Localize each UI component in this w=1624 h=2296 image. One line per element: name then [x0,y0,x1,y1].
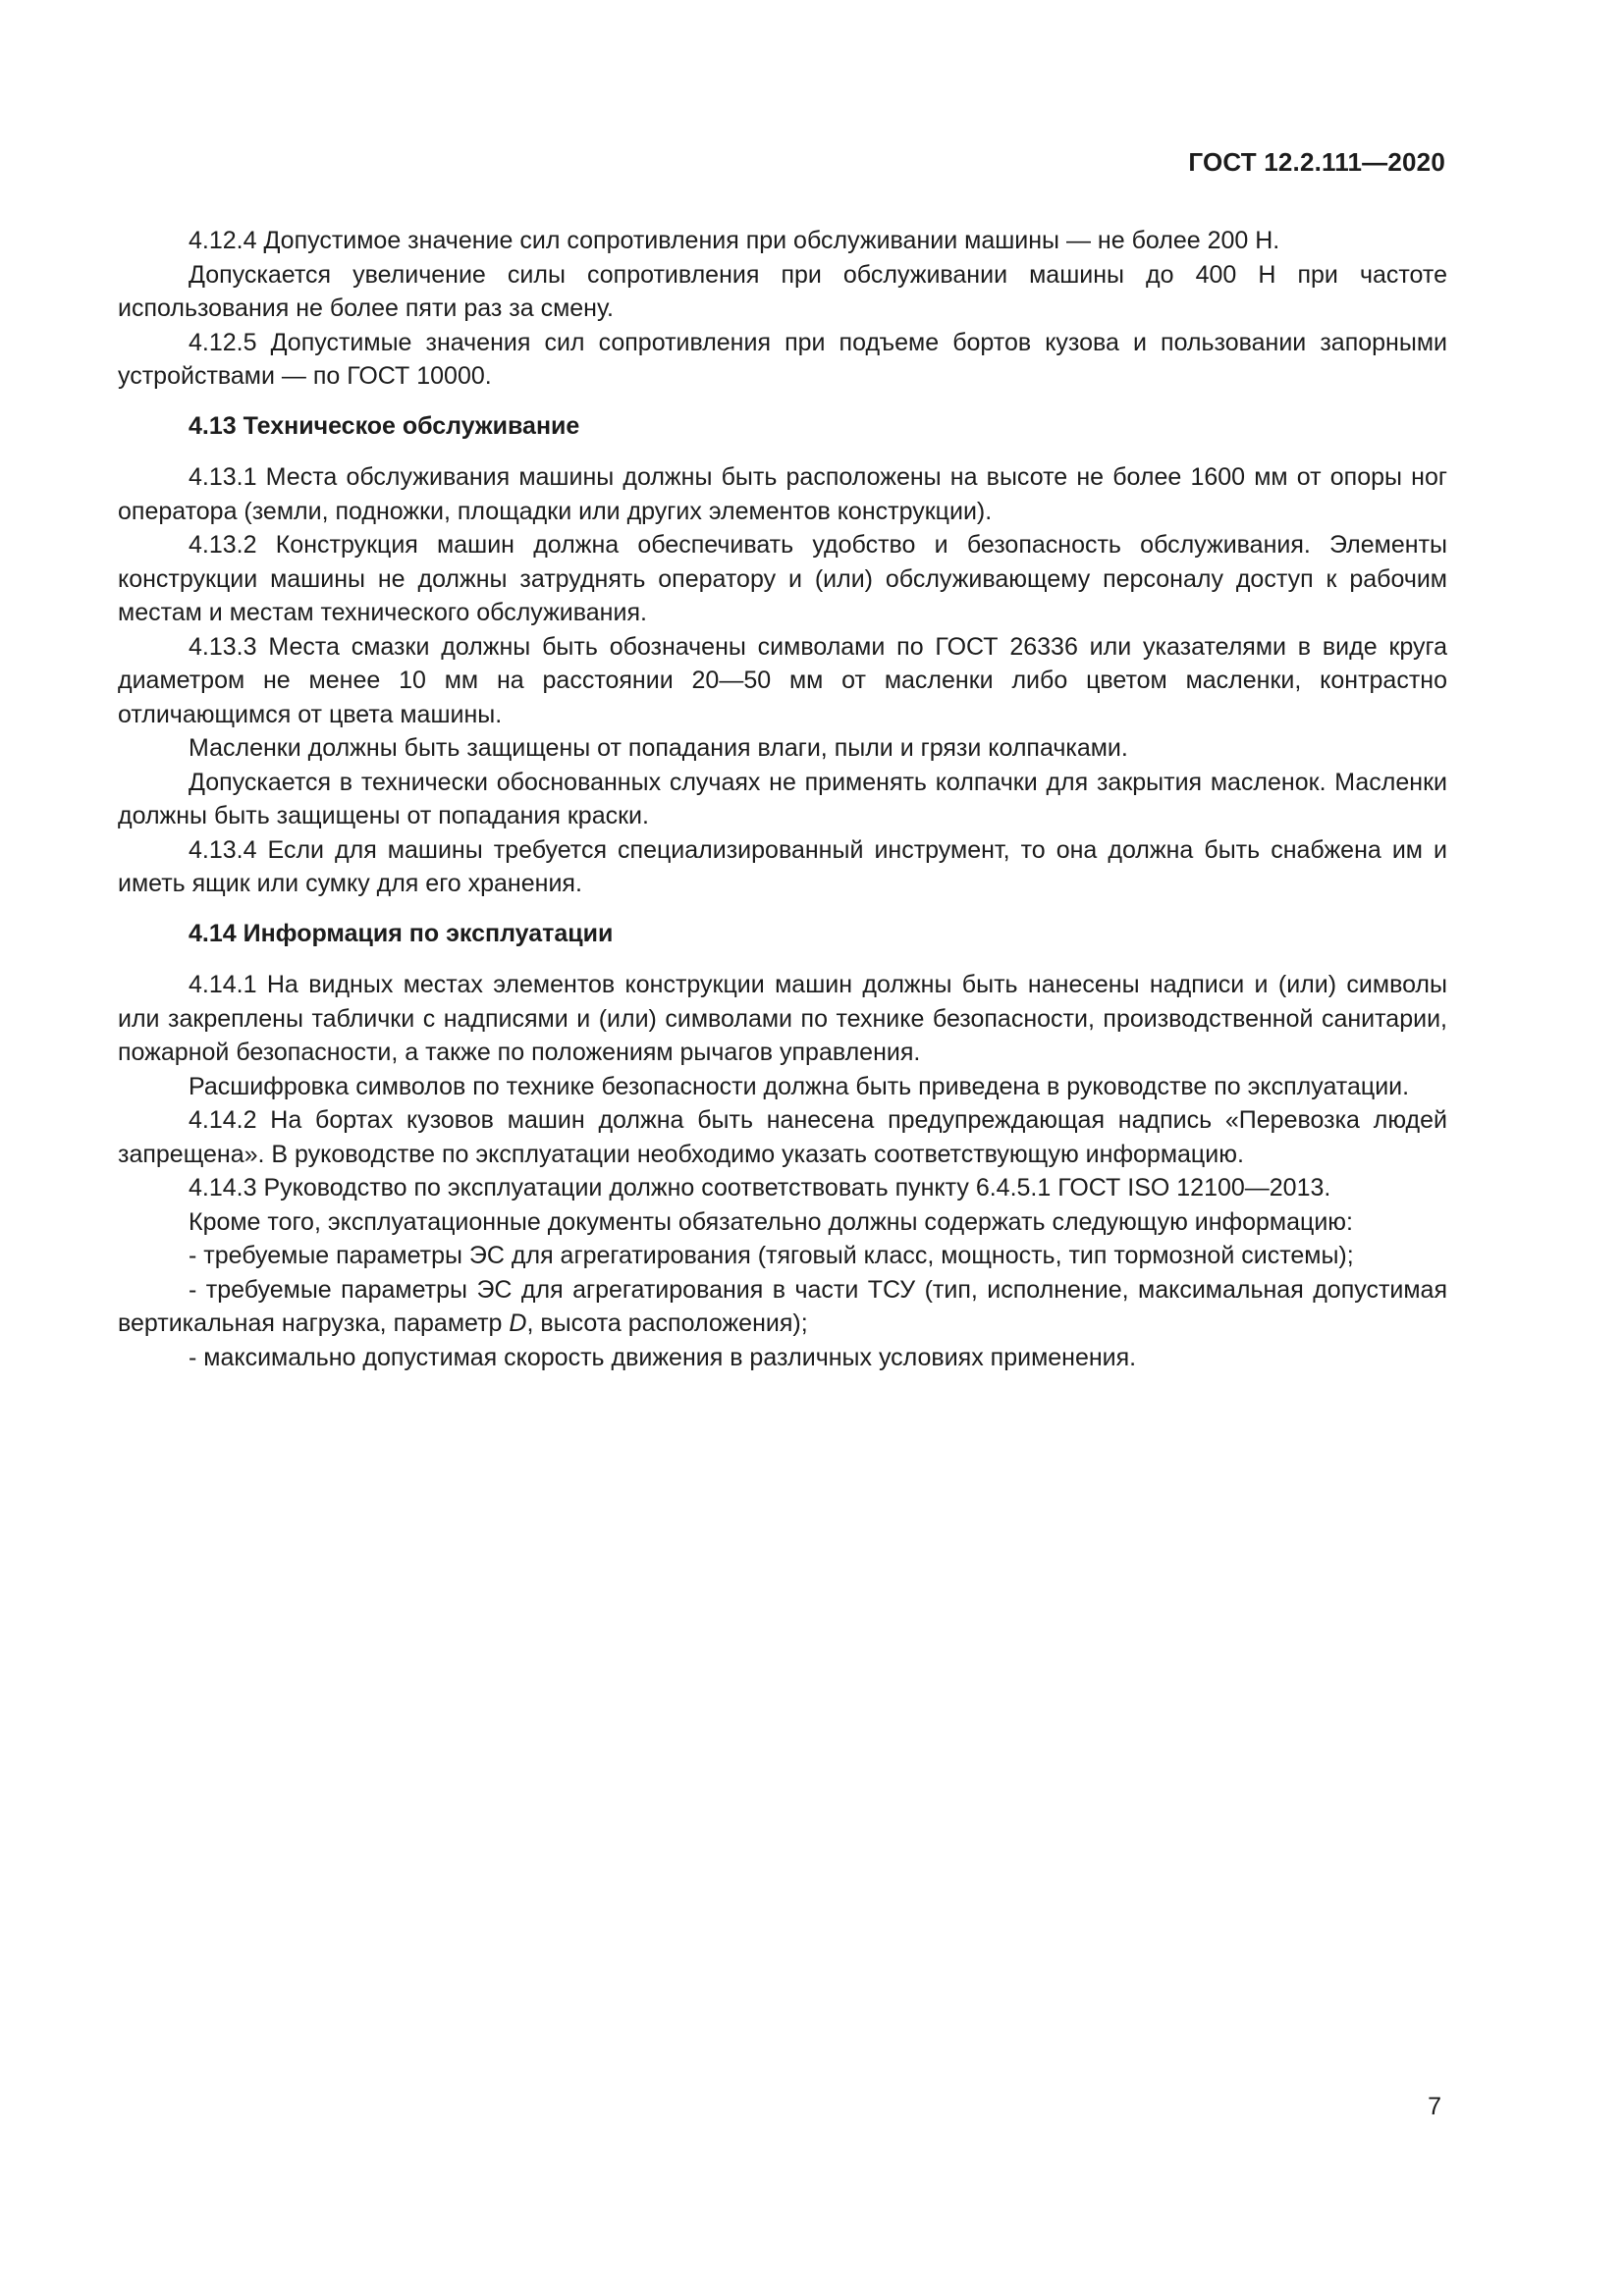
paragraph-4-13-1: 4.13.1 Места обслуживания машины должны быть расположены на высоте не более 1600 мм от опоры ног оператора (земли, подножки, площадки или других элементов конструкции). [118,463,1447,525]
paragraph-4-14-2: 4.14.2 На бортах кузовов машин должна быть нанесена предупреждающая надпись «Перевозка людей запрещена». В руководстве по эксплуатации необходимо указать соответствующую информацию. [118,1106,1447,1168]
document-body [118,224,1447,1374]
paragraph-4-13-4: 4.13.4 Если для машины требуется специализированный инструмент, то она должна быть снабжена им и иметь ящик или сумку для его хранения. [118,835,1447,897]
paragraph-4-14-3-intro: Кроме того, эксплуатационные документы обязательно должны содержать следующую информацию: [189,1207,1353,1236]
list-item-tsu-params: - требуемые параметры ЭС для агрегатирования в части ТСУ (тип, исполнение, максимальная допустимая вертикальная нагрузка, параметр D, высота расположения); [118,1275,1447,1337]
document-code-header: ГОСТ 12.2.111—2020 [1188,147,1445,177]
list-item-traction-params: - требуемые параметры ЭС для агрегатирования (тяговый класс, мощность, тип тормозной системы); [189,1242,1354,1269]
section-heading-4-14: 4.14 Информация по эксплуатации [189,919,614,947]
paragraph-4-12-4: 4.12.4 Допустимое значение сил сопротивления при обслуживании машины — не более 200 Н. [189,227,1280,254]
paragraph-4-14-1-symbols: Расшифровка символов по технике безопасности должна быть приведена в руководстве по эксплуатации. [189,1072,1410,1100]
list-item-max-speed: - максимально допустимая скорость движения в различных условиях применения. [189,1343,1137,1371]
paragraph-4-14-1: 4.14.1 На видных местах элементов конструкции машин должны быть нанесены надписи и (или) символы или закреплены таблички с надписями и (или) символами по технике безопасности, производственной санитарии, пожарной безопасности, а также по положениям рычагов управления. [118,971,1447,1066]
page-number: 7 [1428,2093,1441,2120]
paragraph-4-13-3-paint: Допускается в технически обоснованных случаях не применять колпачки для закрытия масленок. Масленки должны быть защищены от попадания краски. [118,768,1447,829]
paragraph-4-12-4-note: Допускается увеличение силы сопротивления при обслуживании машины до 400 Н при частоте использования не более пяти раз за смену. [118,260,1447,322]
section-heading-4-13: 4.13 Техническое обслуживание [189,411,580,440]
paragraph-4-13-2: 4.13.2 Конструкция машин должна обеспечивать удобство и безопасность обслуживания. Элементы конструкции машины не должны затруднять оператору и (или) обслуживающему персоналу доступ к рабочим местам и местам технического обслуживания. [118,531,1447,626]
paragraph-4-13-3-caps: Масленки должны быть защищены от попадания влаги, пыли и грязи колпачками. [189,734,1128,762]
paragraph-4-14-3: 4.14.3 Руководство по эксплуатации должно соответствовать пункту 6.4.5.1 ГОСТ ISO 12100—2013. [189,1174,1331,1201]
paragraph-4-13-3: 4.13.3 Места смазки должны быть обозначены символами по ГОСТ 26336 или указателями в виде круга диаметром не менее 10 мм на расстоянии 20—50 мм от масленки либо цветом масленки, контрастно отличающимся от цвета машины. [118,632,1447,728]
paragraph-4-12-5: 4.12.5 Допустимые значения сил сопротивления при подъеме бортов кузова и пользовании запорными устройствами — по ГОСТ 10000. [118,328,1447,390]
